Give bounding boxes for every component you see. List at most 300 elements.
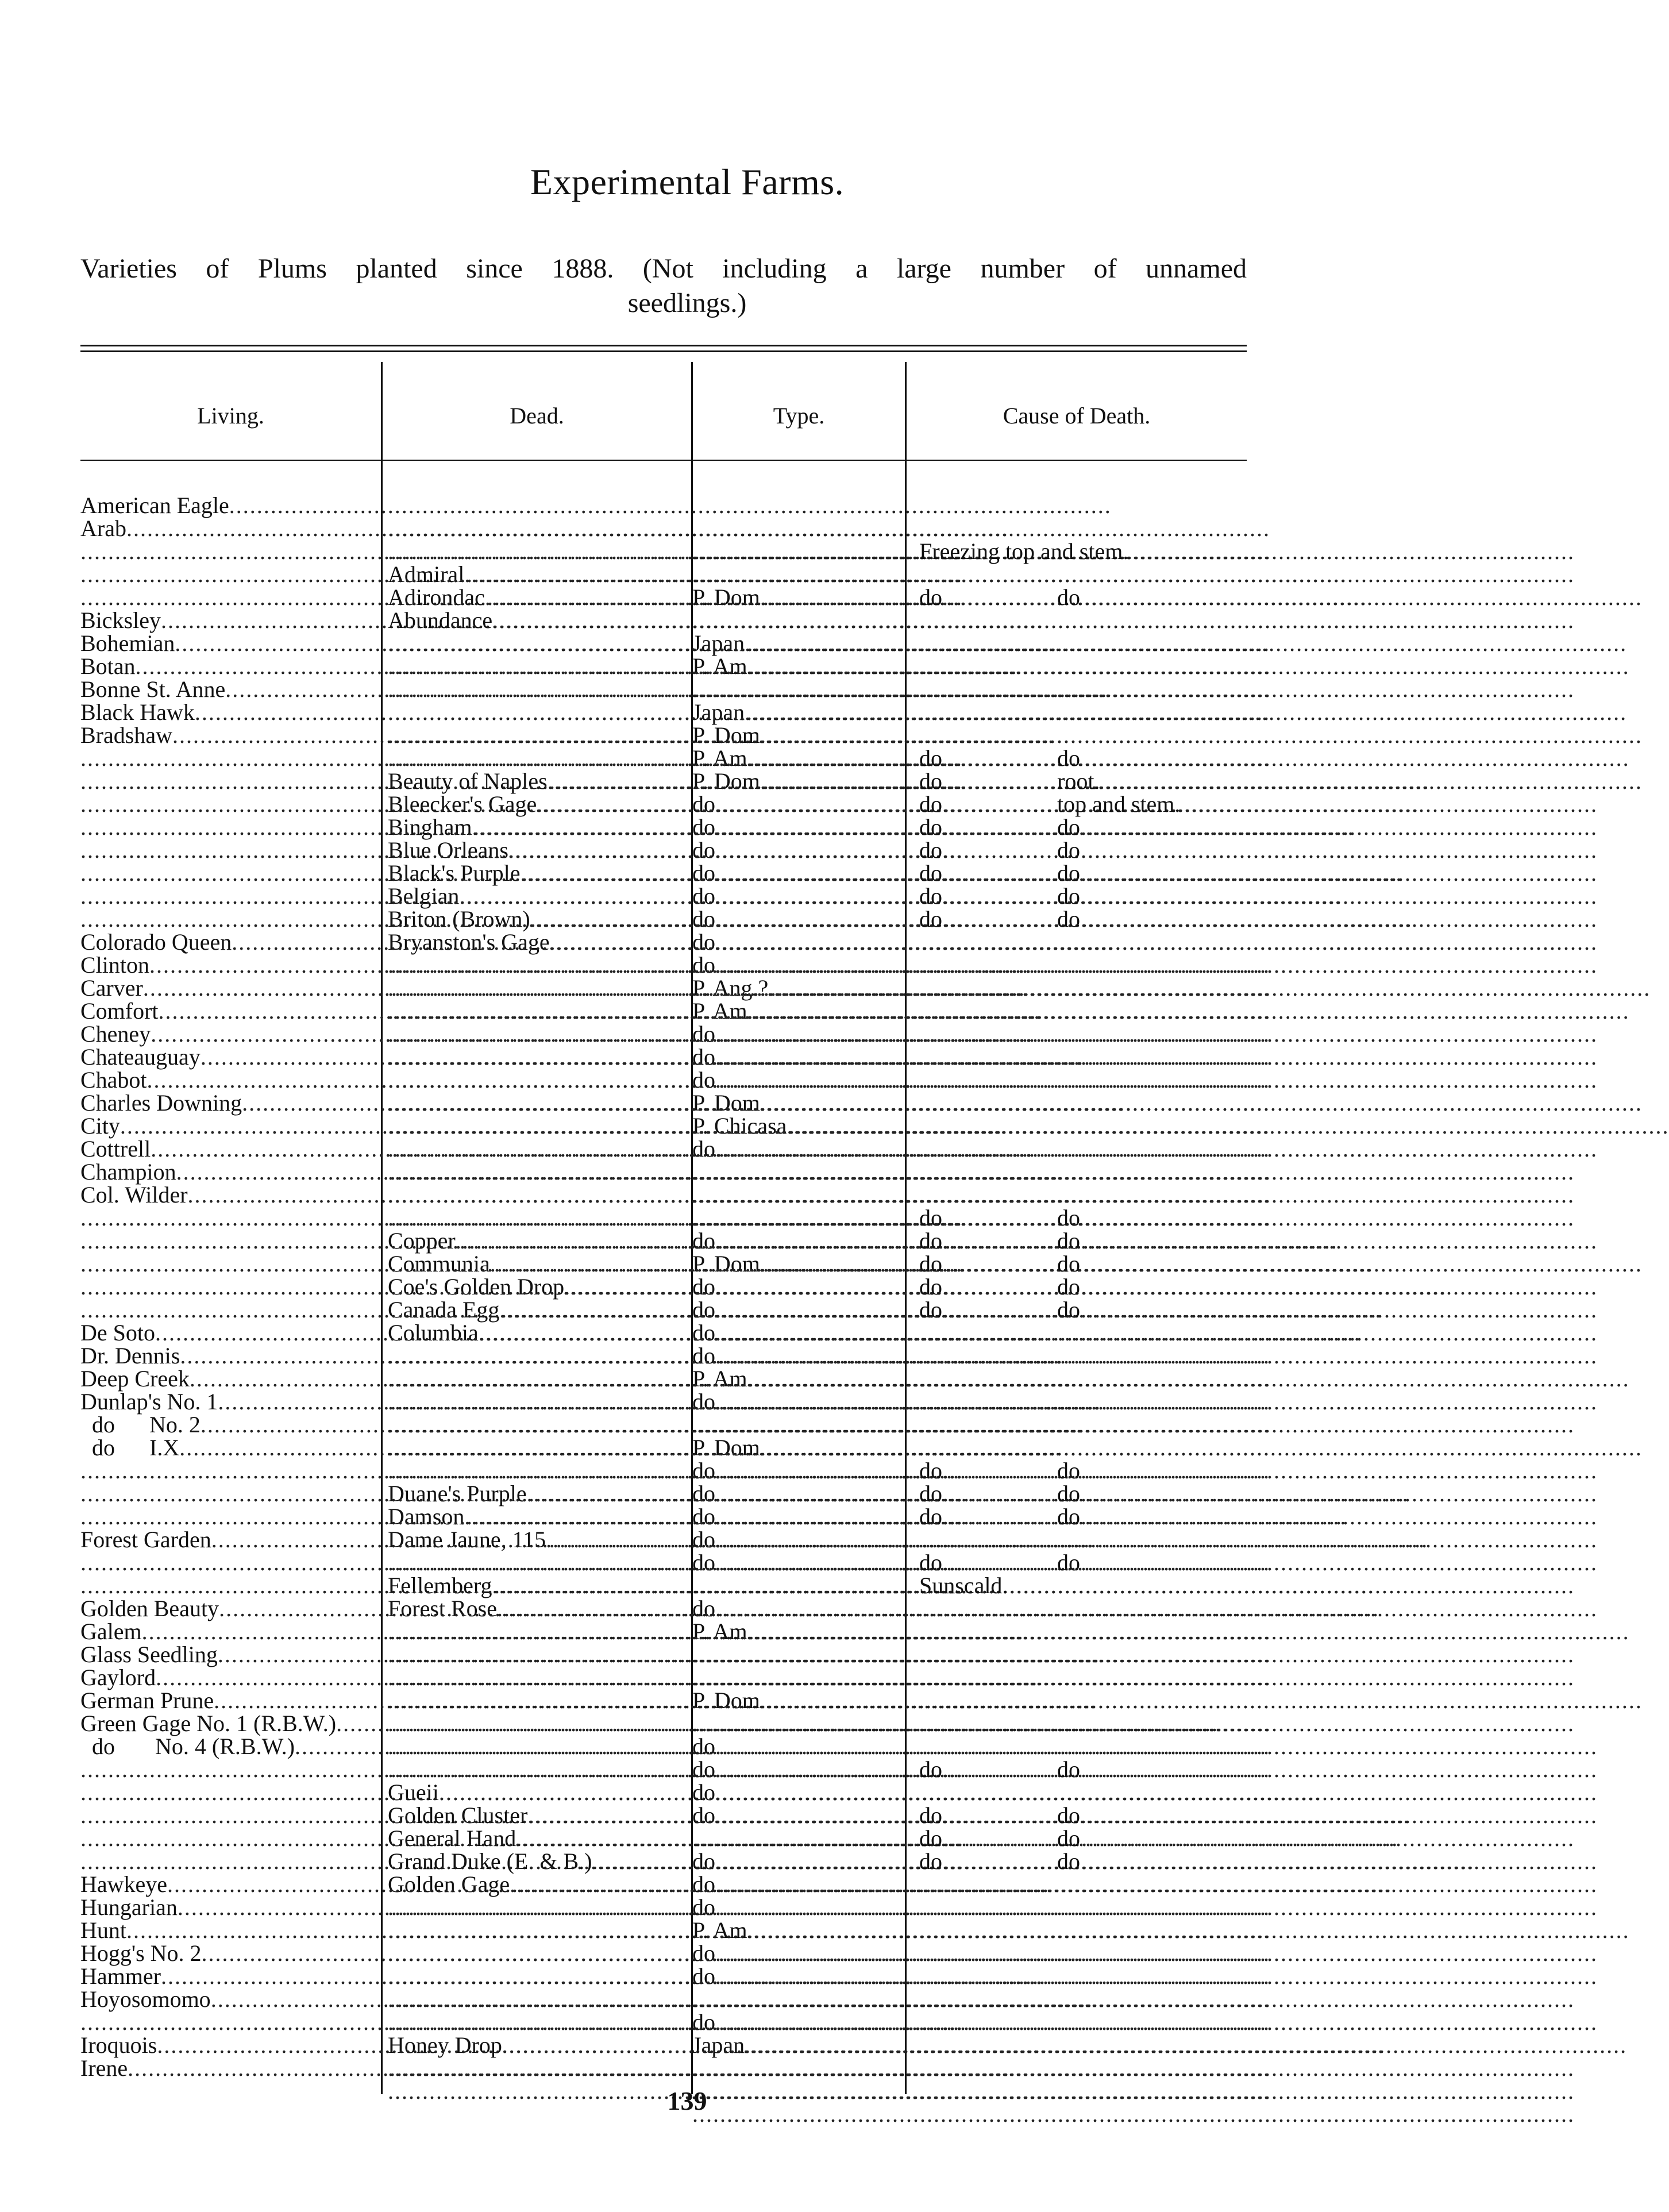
cause-of-death-detail-cell-text: do [1057, 1802, 1080, 1828]
cause-of-death-cell [908, 1298, 1057, 1321]
dead-variety-cell-text: Canada Egg [388, 1297, 500, 1323]
cause-of-death-detail-cell [1057, 1482, 1247, 1505]
type-cell-text: do [692, 860, 715, 886]
cause-of-death-cell-text: do [919, 1251, 942, 1277]
type-cell-text: do [692, 1963, 715, 1989]
cause-of-death-detail-cell-text: do [1057, 1550, 1080, 1575]
cause-of-death-cell [908, 977, 1057, 1000]
table-row [80, 1161, 1247, 1184]
cause-of-death-detail-cell [1057, 1321, 1247, 1344]
cause-of-death-detail-cell [1057, 1919, 1247, 1942]
cause-of-death-detail-cell [1057, 1413, 1247, 1436]
cause-of-death-cell [908, 1207, 1057, 1230]
cause-of-death-detail-cell [1057, 1735, 1247, 1758]
cause-of-death-cell-text: do [919, 1458, 942, 1483]
living-variety-cell [80, 1367, 373, 1390]
living-variety-cell [80, 862, 373, 885]
type-cell-text: do [692, 1297, 715, 1323]
living-variety-cell [80, 1230, 373, 1253]
type-cell-text: do [692, 1343, 715, 1369]
cause-of-death-detail-cell-text: do [1057, 860, 1080, 886]
cause-of-death-detail-cell-text: do [1057, 745, 1080, 771]
type-cell-text: do [692, 1848, 715, 1874]
cause-of-death-cell [908, 701, 1057, 724]
dot-leader [80, 2011, 963, 2034]
cause-of-death-detail-cell [1057, 1528, 1247, 1551]
cause-of-death-detail-cell [1057, 1275, 1247, 1298]
cause-of-death-detail-cell [1057, 954, 1247, 977]
type-cell-text: P. Am [692, 998, 747, 1024]
cause-of-death-detail-cell [1057, 1459, 1247, 1482]
living-variety-cell [80, 1436, 373, 1459]
cause-of-death-detail-cell [1057, 1390, 1247, 1413]
cause-of-death-detail-cell [1057, 1344, 1247, 1367]
dot-leader [80, 1459, 963, 1482]
living-variety-cell [80, 1781, 373, 1804]
cause-of-death-cell [908, 538, 1129, 564]
type-cell-text: do [692, 1871, 715, 1897]
cause-of-death-cell [908, 1942, 1057, 1965]
living-variety-cell-text: Bonne St. Anne [80, 676, 226, 702]
type-cell-text: do [692, 883, 715, 909]
table-row [80, 1597, 1247, 1620]
living-variety-cell [80, 1344, 373, 1367]
living-variety-cell [80, 563, 373, 586]
cause-of-death-cell-text: do [919, 837, 942, 863]
living-variety-cell-text: Hungarian [80, 1894, 178, 1920]
cause-of-death-detail-cell [1057, 1712, 1247, 1735]
living-variety-cell [80, 1666, 373, 1689]
living-variety-cell [80, 586, 373, 609]
living-variety-cell [80, 1597, 373, 1620]
cause-of-death-cell [908, 1850, 1057, 1873]
cause-of-death-cell [908, 954, 1057, 977]
living-variety-cell [80, 816, 373, 839]
cause-of-death-detail-cell [1057, 1758, 1247, 1781]
dot-leader [80, 586, 963, 609]
cause-of-death-detail-cell [1057, 1207, 1247, 1230]
cause-of-death-cell [908, 1230, 1057, 1253]
cause-of-death-detail-cell [1057, 1069, 1247, 1092]
cause-of-death-cell [908, 1666, 1057, 1689]
dot-leader [80, 1758, 963, 1781]
cause-of-death-detail-cell-text: do [1057, 814, 1080, 840]
cause-of-death-cell [908, 586, 1057, 609]
top-double-rule-1 [80, 345, 1247, 346]
living-variety-cell [80, 1574, 373, 1597]
cause-of-death-detail-cell [1057, 1184, 1247, 1207]
dot-leader [80, 1482, 963, 1505]
type-cell-text: do [692, 1389, 715, 1415]
living-variety-cell-text: Galem [80, 1618, 142, 1644]
page-number: 139 [667, 2086, 707, 2115]
type-cell-text: P. Am [692, 1366, 747, 1392]
cause-of-death-detail-cell [1057, 1138, 1247, 1161]
cause-of-death-cell [908, 1712, 1057, 1735]
living-variety-cell [80, 609, 373, 632]
cause-of-death-detail-cell [1057, 908, 1247, 931]
cause-of-death-detail-cell [1057, 1023, 1247, 1046]
dead-variety-cell-text: Black's Purple [388, 860, 521, 886]
cause-of-death-cell-text: do [919, 1481, 942, 1506]
table-row [80, 1942, 1247, 1965]
living-variety-cell-text: do No. 2 [80, 1412, 201, 1438]
dot-leader [80, 862, 963, 885]
living-variety-cell [80, 770, 373, 793]
cause-of-death-detail-cell [1057, 1161, 1247, 1184]
cause-of-death-cell [908, 1827, 1057, 1850]
dead-variety-cell-text: Damson [388, 1504, 465, 1529]
living-variety-cell [80, 1115, 373, 1138]
dot-leader [80, 1551, 963, 1574]
cause-of-death-detail-cell-text: do [1057, 1458, 1080, 1483]
table-row [80, 1666, 1247, 1689]
dead-variety-cell-text: Briton (Brown) [388, 906, 530, 932]
table-row [80, 1115, 1247, 1138]
cause-of-death-cell [908, 1896, 1057, 1919]
dot-leader [80, 1850, 963, 1873]
living-variety-cell [80, 931, 373, 954]
living-variety-cell [80, 1000, 373, 1023]
cause-of-death-detail-cell-text: do [1057, 1205, 1080, 1231]
living-variety-cell [80, 678, 373, 701]
living-variety-cell [80, 1919, 373, 1942]
living-variety-cell [80, 724, 373, 747]
cause-of-death-cell [908, 563, 1057, 586]
dead-variety-cell-text: Beauty of Naples [388, 768, 548, 794]
type-cell-text: do [692, 2009, 715, 2035]
cause-of-death-cell [908, 931, 1057, 954]
dead-variety-cell-text: Columbia [388, 1320, 479, 1346]
type-cell-text: P. Dom [692, 1090, 760, 1116]
dot-leader [80, 885, 963, 908]
cause-of-death-cell [908, 2011, 1057, 2034]
cause-of-death-detail-cell [1057, 1253, 1247, 1275]
cause-of-death-detail-cell [1057, 1505, 1247, 1528]
cause-of-death-detail-cell [1057, 1574, 1247, 1597]
cause-of-death-cell [908, 1367, 1057, 1390]
cause-of-death-cell-text: do [919, 584, 942, 610]
cause-of-death-cell-text: do [919, 1504, 942, 1529]
cause-of-death-detail-cell [1057, 678, 1247, 701]
cause-of-death-detail-cell [1057, 1230, 1247, 1253]
living-variety-cell [80, 1046, 373, 1069]
type-cell-text: P. Am [692, 1917, 747, 1943]
cause-of-death-detail-cell [1057, 655, 1247, 678]
dot-leader [149, 954, 1032, 977]
cause-of-death-cell [908, 1436, 1057, 1459]
dot-leader [126, 517, 1009, 540]
cause-of-death-cell [908, 1390, 1057, 1413]
living-variety-cell [80, 1896, 373, 1919]
cause-of-death-detail-cell [1057, 1367, 1247, 1390]
dot-leader [80, 1207, 963, 1230]
cause-of-death-detail-cell-text: do [1057, 1297, 1080, 1323]
cause-of-death-cell [908, 1574, 1057, 1597]
type-cell-text: do [692, 814, 715, 840]
cause-of-death-cell [908, 770, 1057, 793]
cause-of-death-cell [908, 1505, 1057, 1528]
cause-of-death-detail-cell [1057, 609, 1247, 632]
living-variety-cell-text: Chateauguay [80, 1044, 201, 1070]
living-variety-cell-text: German Prune [80, 1687, 214, 1713]
living-variety-cell-text: Glass Seedling [80, 1641, 218, 1667]
cause-of-death-cell [908, 1413, 1057, 1436]
cause-of-death-detail-cell [1057, 1689, 1247, 1712]
living-variety-cell-text: Hawkeye [80, 1871, 168, 1897]
cause-of-death-detail-cell-text: do [1057, 1756, 1080, 1782]
cause-of-death-cell [908, 793, 1057, 816]
living-variety-cell-text: Iroquois [80, 2032, 157, 2058]
cause-of-death-detail-cell [1057, 2057, 1247, 2080]
dead-variety-cell-text: Copper [388, 1228, 456, 1254]
living-variety-cell [80, 701, 373, 724]
cause-of-death-cell [908, 609, 1057, 632]
dot-leader [80, 1298, 963, 1321]
living-variety-cell [80, 1758, 373, 1781]
dot-leader [80, 1275, 963, 1298]
living-variety-cell [80, 1505, 373, 1528]
type-cell-text: do [692, 1504, 715, 1529]
dot-leader [80, 563, 963, 586]
cause-of-death-detail-cell [1057, 2034, 1247, 2057]
cause-of-death-cell [908, 1046, 1057, 1069]
cause-of-death-cell-text: do [919, 906, 942, 932]
living-variety-cell-text: Hunt [80, 1917, 126, 1943]
cause-of-death-cell [908, 1344, 1057, 1367]
type-cell-text: P. Dom [692, 584, 760, 610]
type-cell-text: do [692, 1940, 715, 1966]
cause-of-death-cell [908, 862, 1057, 885]
living-variety-cell-text: Botan [80, 653, 136, 679]
cause-of-death-cell [908, 1321, 1057, 1344]
cause-of-death-detail-cell [1057, 1092, 1247, 1115]
living-variety-cell-text: Comfort [80, 998, 159, 1024]
cause-of-death-detail-cell [1057, 1115, 1247, 1138]
cause-of-death-detail-cell [1057, 494, 1247, 517]
column-header-type: Type. [773, 403, 825, 429]
living-variety-cell [80, 1298, 373, 1321]
cause-of-death-cell [908, 908, 1057, 931]
dot-leader [80, 747, 963, 770]
cause-of-death-cell [908, 1023, 1057, 1046]
cause-of-death-cell [908, 1528, 1057, 1551]
living-variety-cell-text: Forest Garden [80, 1527, 211, 1552]
dead-variety-cell-text: Bryanston's Gage [388, 929, 550, 955]
cause-of-death-detail-cell [1057, 1000, 1247, 1023]
living-variety-cell [80, 494, 373, 517]
type-cell-text: do [692, 906, 715, 932]
dot-leader [143, 977, 1026, 1000]
cause-of-death-detail-cell [1057, 1827, 1247, 1850]
living-variety-cell-text: do No. 4 (R.B.W.) [80, 1733, 295, 1759]
table-row [80, 517, 1247, 540]
dot-leader [80, 839, 963, 862]
dot-leader [80, 1230, 963, 1253]
living-variety-cell-text: City [80, 1113, 120, 1139]
type-cell-text: do [692, 1527, 715, 1552]
cause-of-death-detail-cell [1057, 1942, 1247, 1965]
cause-of-death-cell-text: do [919, 814, 942, 840]
type-cell-text: do [692, 1021, 715, 1047]
cause-of-death-cell [908, 1919, 1057, 1942]
living-variety-cell-text: Clinton [80, 952, 150, 978]
dot-leader [157, 2034, 1039, 2057]
dot-leader [126, 1919, 1009, 1942]
table-row [80, 1367, 1247, 1390]
cause-of-death-detail-cell [1057, 563, 1247, 586]
type-cell-text: P. Am [692, 1618, 747, 1644]
dot-leader [155, 1321, 1038, 1344]
living-variety-cell-text: do I.X [80, 1435, 180, 1460]
cause-of-death-cell [908, 1459, 1057, 1482]
living-variety-cell-text: Carver [80, 975, 143, 1001]
type-cell-text: do [692, 1894, 715, 1920]
cause-of-death-detail-cell [1057, 540, 1247, 563]
type-cell-text: do [692, 1596, 715, 1621]
cause-of-death-cell [908, 1253, 1057, 1275]
living-variety-cell-text: De Soto [80, 1320, 155, 1346]
living-variety-cell [80, 632, 373, 655]
living-variety-cell-text: Irene [80, 2055, 128, 2081]
dot-leader [142, 1620, 1024, 1643]
living-variety-cell [80, 1942, 373, 1965]
cause-of-death-cell [908, 885, 1057, 908]
living-variety-cell-text: Dunlap's No. 1 [80, 1389, 218, 1415]
living-variety-cell [80, 517, 373, 540]
living-variety-cell-text: Charles Downing [80, 1090, 242, 1116]
cause-of-death-cell [908, 1115, 1057, 1138]
dot-leader [80, 770, 963, 793]
cause-of-death-cell [908, 1597, 1057, 1620]
dot-leader [80, 1827, 963, 1850]
cause-of-death-cell [908, 678, 1057, 701]
cause-of-death-detail-cell [1057, 1804, 1247, 1827]
cause-of-death-detail-cell-text: do [1057, 1848, 1080, 1874]
cause-of-death-detail-cell [1057, 770, 1247, 793]
cause-of-death-cell [908, 1551, 1057, 1574]
cause-of-death-cell [908, 1092, 1057, 1115]
living-variety-cell [80, 954, 373, 977]
living-variety-cell-text: Golden Beauty [80, 1596, 219, 1621]
living-variety-cell [80, 885, 373, 908]
cause-of-death-cell [908, 839, 1057, 862]
living-variety-cell-text: Colorado Queen [80, 929, 232, 955]
type-cell-text: P. Chicasa [692, 1113, 787, 1139]
living-variety-cell [80, 1965, 373, 1988]
cause-of-death-cell [908, 1482, 1057, 1505]
type-cell-text: P. Dom [692, 1687, 760, 1713]
living-variety-cell [80, 1321, 373, 1344]
dead-variety-cell-text: Gueii [388, 1779, 439, 1805]
cause-of-death-detail-cell [1057, 1873, 1247, 1896]
cause-of-death-detail-cell [1057, 793, 1247, 816]
dead-variety-cell-text: Coe's Golden Drop [388, 1274, 565, 1300]
cause-of-death-detail-cell [1057, 2011, 1247, 2034]
living-variety-cell [80, 1712, 373, 1735]
cause-of-death-cell-text: do [919, 883, 942, 909]
type-cell-text: do [692, 1481, 715, 1506]
top-double-rule-2 [80, 350, 1247, 352]
living-variety-cell-text: Bicksley [80, 607, 161, 633]
living-variety-cell-text: Chabot [80, 1067, 147, 1093]
cause-of-death-cell-text: Freezing top and stem. [919, 538, 1129, 564]
living-variety-cell-text: Hoyosomomo [80, 1986, 211, 2012]
table-row [80, 1620, 1247, 1643]
dead-variety-cell-text: Duane's Purple [388, 1481, 527, 1506]
living-variety-cell-text: Hogg's No. 2 [80, 1940, 202, 1966]
dot-leader [128, 2057, 1010, 2080]
cause-of-death-detail-cell-text: do [1057, 1825, 1080, 1851]
dot-leader [80, 1574, 963, 1597]
type-cell-text: Japan [692, 2032, 745, 2058]
living-variety-cell [80, 1988, 373, 2011]
living-variety-cell [80, 2011, 373, 2034]
cause-of-death-detail-cell-text: do [1057, 1274, 1080, 1300]
living-variety-cell-text: Cheney [80, 1021, 151, 1047]
type-cell-text: P. Dom [692, 1435, 760, 1460]
cause-of-death-cell [908, 1184, 1057, 1207]
cause-of-death-cell [908, 1000, 1057, 1023]
dead-variety-cell-text: Bleecker's Gage [388, 791, 537, 817]
cause-of-death-cell-text: do [919, 1802, 942, 1828]
cause-of-death-detail-cell [1057, 862, 1247, 885]
type-cell-text: do [692, 1458, 715, 1483]
cause-of-death-detail-cell [1057, 1436, 1247, 1459]
cause-of-death-detail-cell [1057, 701, 1247, 724]
living-variety-cell [80, 1184, 373, 1207]
cause-of-death-cell-text: do [919, 1205, 942, 1231]
type-cell-text: do [692, 1044, 715, 1070]
type-cell-text: do [692, 1802, 715, 1828]
cause-of-death-cell-text: Sunscald. [919, 1573, 1008, 1598]
living-variety-cell [80, 1804, 373, 1827]
dead-variety-cell-text: Adirondac [388, 584, 485, 610]
type-cell-text: do [692, 1136, 715, 1162]
table-row [80, 1528, 1247, 1551]
cause-of-death-detail-cell [1057, 1781, 1247, 1804]
dot-leader [151, 1023, 1033, 1046]
cause-of-death-cell-text: do [919, 860, 942, 886]
living-variety-cell [80, 1390, 373, 1413]
living-variety-cell-text: Bradshaw [80, 722, 172, 748]
cause-of-death-detail-cell-text: top and stem. [1057, 791, 1181, 817]
living-variety-cell [80, 1253, 373, 1275]
cause-of-death-cell-text: do [919, 1825, 942, 1851]
cause-of-death-detail-cell-text: root. [1057, 768, 1100, 794]
cause-of-death-detail-cell-text: do [1057, 1228, 1080, 1254]
dead-variety-cell-text: Golden Cluster [388, 1802, 528, 1828]
dead-variety-cell-text: Admiral [388, 561, 465, 587]
living-variety-cell [80, 2034, 373, 2057]
cause-of-death-detail-cell [1057, 1666, 1247, 1689]
type-cell-text: P. Dom [692, 722, 760, 748]
column-header-cause: Cause of Death. [1003, 403, 1151, 429]
living-variety-cell [80, 793, 373, 816]
type-cell-text: do [692, 1756, 715, 1782]
cause-of-death-cell [908, 747, 1057, 770]
dot-leader [80, 540, 963, 563]
table-row [80, 1138, 1247, 1161]
living-variety-cell [80, 540, 373, 563]
living-variety-cell-text: Deep Creek [80, 1366, 190, 1392]
cause-of-death-cell [908, 2034, 1057, 2057]
living-variety-cell-text: Green Gage No. 1 (R.B.W.) [80, 1710, 337, 1736]
living-variety-cell-text: American Eagle [80, 492, 229, 518]
cause-of-death-cell-text: do [919, 1848, 942, 1874]
living-variety-cell [80, 1161, 373, 1184]
living-variety-cell [80, 1413, 373, 1436]
